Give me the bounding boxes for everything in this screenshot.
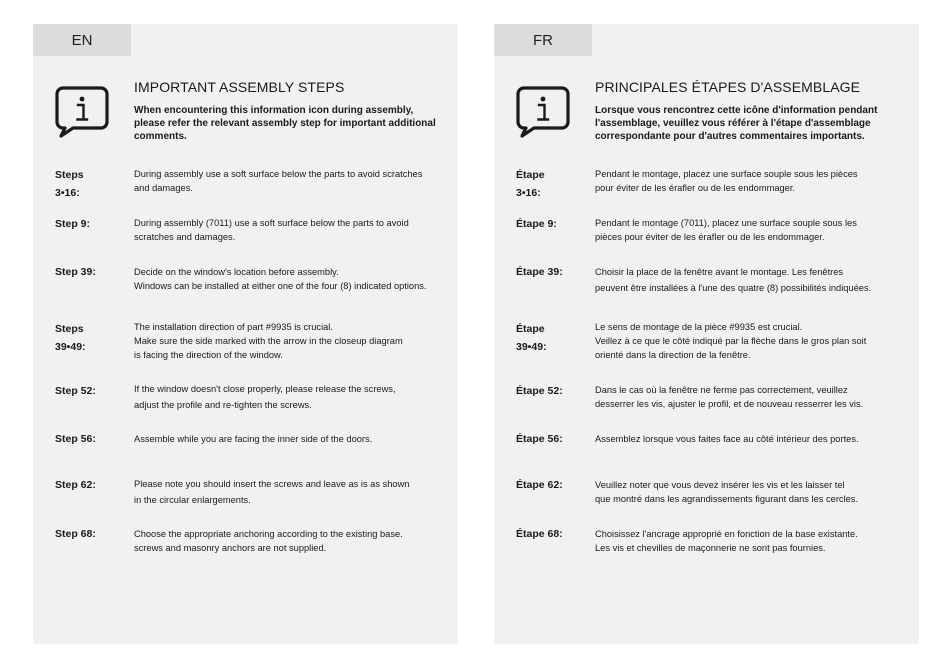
step-label: Étape 3•16: [516,169,545,199]
step-label: Étape 68: [516,528,563,540]
language-tab-fr: FR [494,24,592,56]
step-description: Dans le cas où la fenêtre ne ferme pas correctement, veuillez desserrer les vis, ajuster le profil, et de nouveau resserrer les vis. [595,385,864,409]
step-label: Steps 3•16: [55,169,84,199]
step-description: Choisir la place de la fenêtre avant le montage. Les fenêtres peuvent être installées à l'une des quatre (8) possibilités indiquées. [595,267,872,293]
step-label: Step 68: [55,528,96,540]
info-speech-bubble-icon [53,82,111,140]
step-description: If the window doesn't close properly, please release the screws, adjust the profile and re-tighten the screws. [134,384,396,410]
info-speech-bubble-icon [514,82,572,140]
english-panel [33,24,458,644]
step-label: Step 62: [55,479,96,491]
step-description: Assemble while you are facing the inner side of the doors. [134,434,373,444]
section-heading: IMPORTANT ASSEMBLY STEPS [134,79,345,95]
step-description: Choisissez l'ancrage approprié en fonction de la base existante. Les vis et chevilles de maçonnerie ne sont pas fournies. [595,529,858,553]
step-label: Step 9: [55,218,91,230]
step-description: The installation direction of part #9935 is crucial. Make sure the side marked with the arrow in the closeup diagram is facing the direction of the window. [134,322,403,360]
intro-text: Lorsque vous rencontrez cette icône d'information pendant l'assemblage, veuillez vous référer à l'étape d'assemblage correspondante pour d'autres commentaires importants. [595,105,878,142]
step-label: Steps 39•49: [55,323,86,353]
language-tab-en: EN [33,24,131,56]
french-panel [494,24,919,644]
step-description: Pendant le montage (7011), placez une surface souple sous les pièces pour éviter de les érafler ou de les endommager. [595,218,857,242]
step-label: Étape 62: [516,479,563,491]
step-label: Step 56: [55,433,96,445]
step-description: Assemblez lorsque vous faites face au côté intérieur des portes. [595,434,859,444]
step-description: During assembly (7011) use a soft surface below the parts to avoid scratches and damages. [134,218,409,242]
step-label: Étape 56: [516,433,563,445]
step-description: Pendant le montage, placez une surface souple sous les pièces pour éviter de les érafler ou de les endommager. [595,169,858,193]
step-description: Le sens de montage de la pièce #9935 est crucial. Veillez à ce que le côté indiqué par la flèche dans le gros plan soit orienté dans la direction de la fenêtre. [595,322,867,360]
step-description: Decide on the window's location before assembly. Windows can be installed at either one of the four (8) indicated options. [134,267,427,291]
step-label: Step 39: [55,266,96,278]
step-description: Choose the appropriate anchoring according to the existing base. screws and masonry anchors are not supplied. [134,529,403,553]
step-label: Étape 9: [516,218,557,230]
step-label: Étape 52: [516,385,563,397]
step-label: Étape 39•49: [516,323,547,353]
intro-text: When encountering this information icon during assembly, please refer the relevant assembly step for important additional comments. [134,105,436,142]
step-description: During assembly use a soft surface below the parts to avoid scratches and damages. [134,169,423,193]
step-description: Please note you should insert the screws and leave as is as shown in the circular enlargements. [134,479,410,505]
step-description: Veuillez noter que vous devez insérer les vis et les laisser tel que montré dans les agrandissements figurant dans les cercles. [595,480,859,504]
step-label: Étape 39: [516,266,563,278]
step-label: Step 52: [55,385,96,397]
section-heading: PRINCIPALES ÉTAPES D'ASSEMBLAGE [595,79,861,95]
